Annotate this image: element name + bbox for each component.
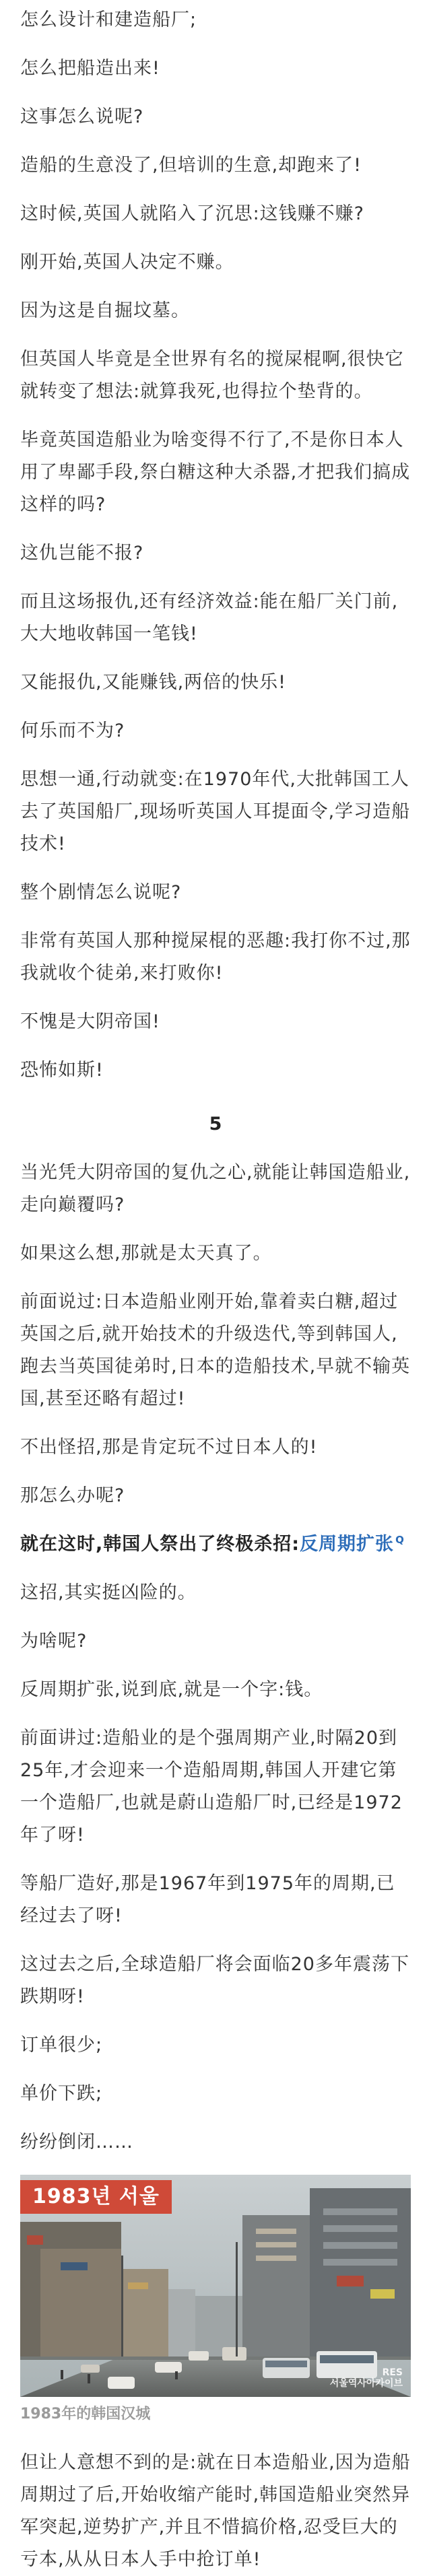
paragraph: 怎么设计和建造船厂; bbox=[20, 9, 197, 30]
paragraph: 等船厂造好,那是1967年到1975年的周期,已经过去了呀! bbox=[20, 1873, 395, 1926]
paragraph-group-1 bbox=[20, 0, 411, 1087]
street-photo[interactable] bbox=[20, 2175, 411, 2397]
paragraph: 造船的生意没了,但培训的生意,却跑来了! bbox=[20, 155, 362, 176]
paragraph: 如果这么想,那就是太天真了。 bbox=[20, 1243, 272, 1264]
paragraph: 思想一通,行动就变:在1970年代,大批韩国工人去了英国船厂,现场听英国人耳提面令,学习造船技术! bbox=[20, 769, 411, 854]
paragraph: 这仇岂能不报? bbox=[20, 543, 144, 564]
photo-caption: 1983年的韩国汉城 bbox=[20, 2406, 151, 2422]
paragraph: 这招,其实挺凶险的。 bbox=[20, 1582, 197, 1603]
highlight-prefix: 就在这时,韩国人祭出了终极杀招: bbox=[20, 1534, 300, 1555]
paragraph: 何乐而不为? bbox=[20, 720, 125, 741]
paragraph: 这过去之后,全球造船厂将会面临20多年震荡下跌期呀! bbox=[20, 1954, 409, 2007]
photo-year-badge: 1983년 서울 bbox=[20, 2180, 172, 2214]
highlight-paragraph bbox=[20, 1528, 411, 1561]
paragraph: 订单很少; bbox=[20, 2035, 103, 2056]
search-term-link[interactable]: 反周期扩张 bbox=[300, 1534, 395, 1555]
paragraph: 刚开始,英国人决定不赚。 bbox=[20, 252, 234, 273]
paragraph: 这事怎么说呢? bbox=[20, 106, 144, 127]
paragraph: 那怎么办呢? bbox=[20, 1485, 125, 1506]
watermark-line: 서울역사아카이브 bbox=[329, 2378, 403, 2389]
search-icon[interactable]: Q bbox=[395, 1534, 405, 1546]
paragraph-group-4 bbox=[20, 2447, 411, 2576]
paragraph: 又能报仇,又能赚钱,两倍的快乐! bbox=[20, 672, 286, 693]
paragraph: 不出怪招,那是肯定玩不过日本人的! bbox=[20, 1437, 318, 1458]
paragraph-group-2 bbox=[20, 1157, 411, 1528]
paragraph: 不愧是大阴帝国! bbox=[20, 1011, 160, 1032]
watermark-line: RES bbox=[382, 2367, 403, 2378]
paragraph: 当光凭大阴帝国的复仇之心,就能让韩国造船业,走向巅覆吗? bbox=[20, 1162, 411, 1215]
paragraph: 非常有英国人那种搅屎棍的恶趣:我打你不过,那我就收个徒弟,来打败你! bbox=[20, 930, 411, 984]
paragraph: 单价下跌; bbox=[20, 2083, 103, 2104]
section-number: 5 bbox=[209, 1114, 222, 1134]
paragraph: 毕竟英国造船业为啥变得不行了,不是你日本人用了卑鄙手段,祭白糖这种大杀器,才把我们搞成这样的吗? bbox=[20, 430, 411, 515]
paragraph: 怎么把船造出来! bbox=[20, 58, 160, 79]
paragraph: 前面讲过:造船业的是个强周期产业,时隔20到25年,才会迎来一个造船周期,韩国人开建它第一个造船厂,也就是蔚山造船厂时,已经是1972年了呀! bbox=[20, 1728, 403, 1845]
paragraph: 为啥呢? bbox=[20, 1631, 88, 1652]
photo-watermark bbox=[330, 2367, 403, 2389]
paragraph: 但让人意想不到的是:就在日本造船业,因为造船周期过了后,开始收缩产能时,韩国造船业突然异军突起,逆势扩产,并且不惜搞价格,忍受巨大的亏本,从从日本人手中抢订单! bbox=[20, 2452, 411, 2570]
paragraph: 但英国人毕竟是全世界有名的搅屎棍啊,很快它就转变了想法:就算我死,也得拉个垫背的。 bbox=[20, 349, 404, 402]
paragraph: 前面说过:日本造船业刚开始,靠着卖白糖,超过英国之后,就开始技术的升级迭代,等到韩国人,跑去当英国徒弟时,日本的造船技术,早就不输英国,甚至还略有超过! bbox=[20, 1291, 411, 1409]
paragraph: 整个剧情怎么说呢? bbox=[20, 882, 182, 903]
paragraph: 纷纷倒闭…… bbox=[20, 2132, 133, 2153]
paragraph: 反周期扩张,说到底,就是一个字:钱。 bbox=[20, 1679, 323, 1700]
paragraph: 因为这是自掘坟墓。 bbox=[20, 300, 190, 321]
photo-figure bbox=[20, 2175, 411, 2425]
paragraph: 而且这场报仇,还有经济效益:能在船厂关门前,大大地收韩国一笔钱! bbox=[20, 591, 399, 644]
paragraph: 恐怖如斯! bbox=[20, 1060, 104, 1081]
paragraph-group-3 bbox=[20, 1577, 411, 2159]
paragraph: 这时候,英国人就陷入了沉思:这钱赚不赚? bbox=[20, 203, 365, 224]
